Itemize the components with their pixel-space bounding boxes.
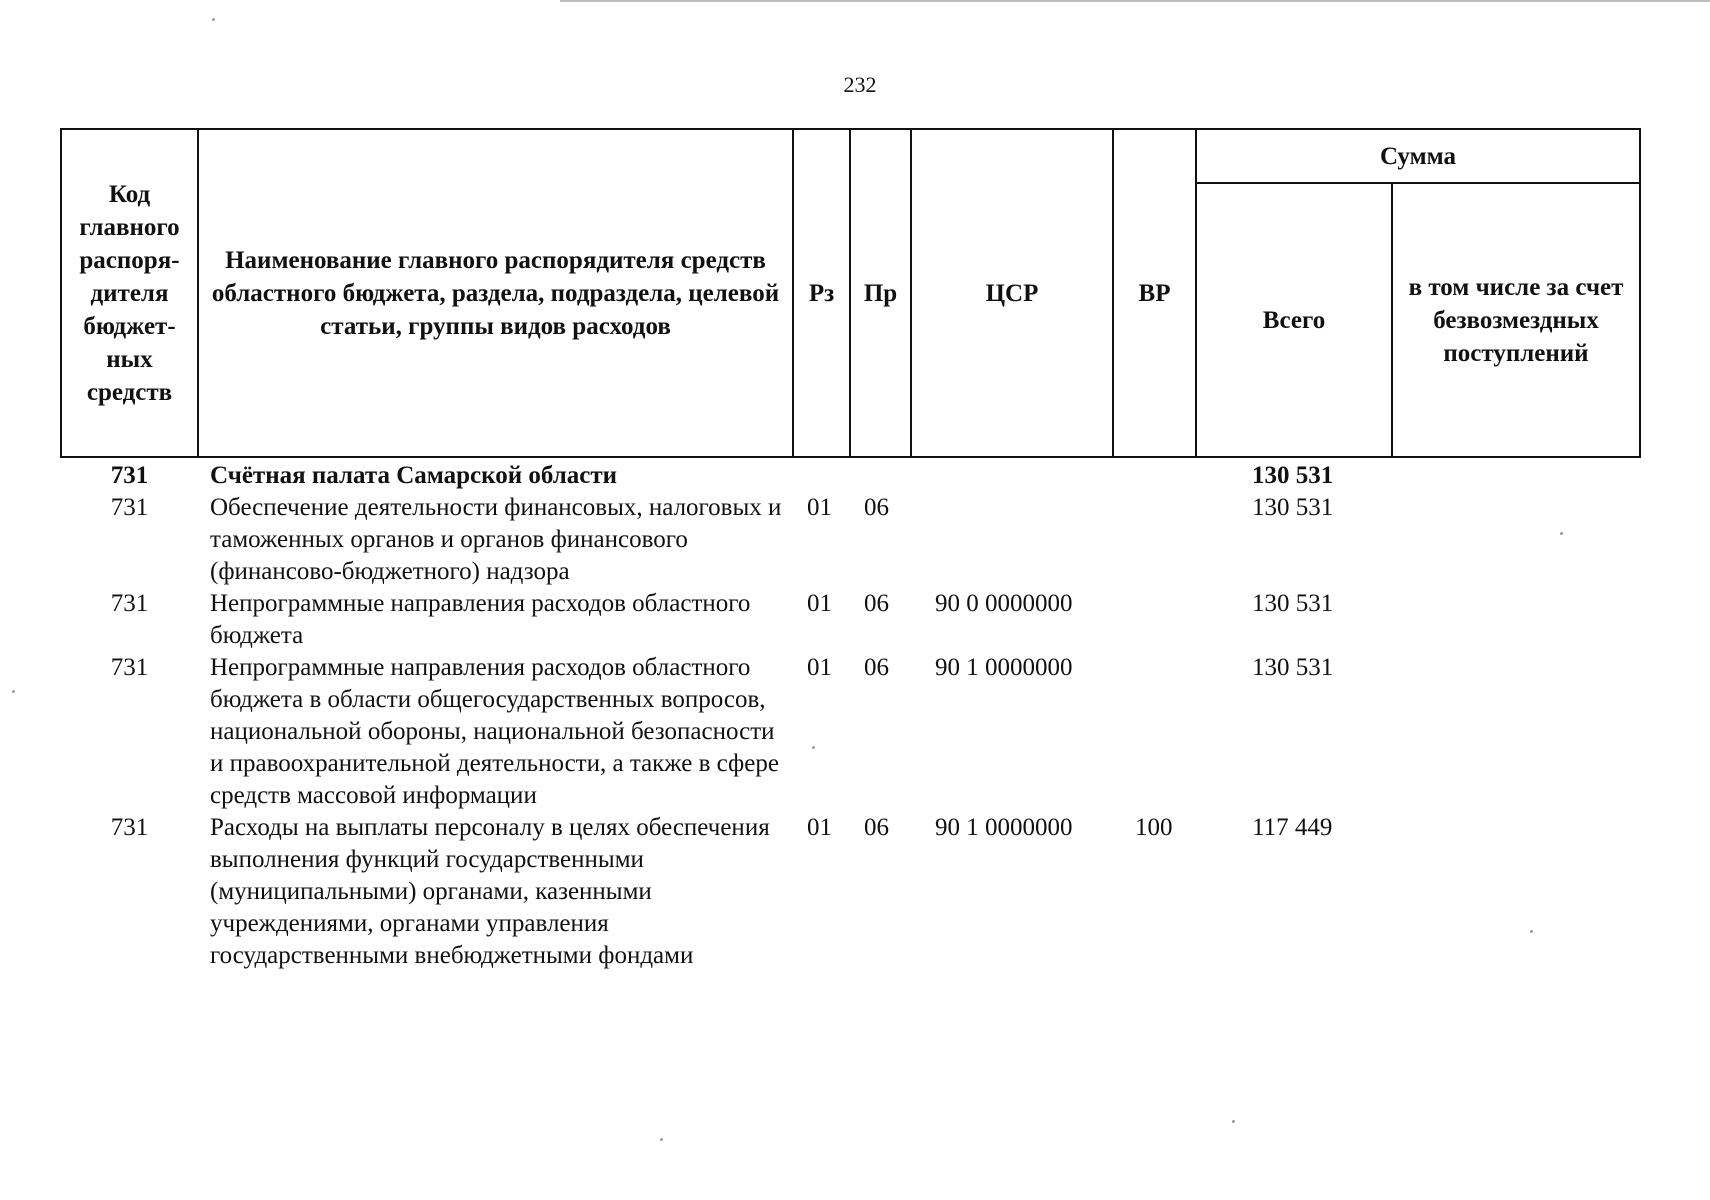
cell-total: 130 531 bbox=[1252, 462, 1334, 489]
cell-name: Расходы на выплаты персоналу в целях обеспечения выполнения функций государственными (муниципальными) органами, казенными учреждениями, органами управления государственными внебюджетными фондами bbox=[210, 814, 770, 969]
scan-speck bbox=[1560, 532, 1563, 535]
cell-total: 130 531 bbox=[1252, 494, 1334, 521]
scan-speck bbox=[1530, 930, 1533, 933]
header-free: в том числе за счет безвозмездных поступлений bbox=[1392, 183, 1640, 457]
header-pr: Пр bbox=[850, 129, 911, 457]
cell-name: Непрограммные направления расходов областного бюджета bbox=[210, 590, 751, 649]
header-vr: ВР bbox=[1113, 129, 1196, 457]
cell-pr: 06 bbox=[864, 494, 889, 521]
cell-csr: 90 1 0000000 bbox=[935, 814, 1073, 841]
cell-rz bbox=[793, 457, 850, 492]
cell-vr bbox=[1113, 652, 1196, 812]
cell-free bbox=[1392, 492, 1640, 588]
cell-total: 130 531 bbox=[1252, 654, 1334, 681]
cell-pr: 06 bbox=[864, 814, 889, 841]
cell-csr bbox=[911, 492, 1113, 588]
cell-name: Обеспечение деятельности финансовых, налоговых и таможенных органов и органов финансового (финансово-бюджетного) надзора bbox=[210, 494, 782, 585]
cell-csr bbox=[911, 457, 1113, 492]
table-row bbox=[61, 652, 1640, 812]
cell-rz: 01 bbox=[807, 494, 832, 521]
scan-speck bbox=[12, 690, 15, 693]
cell-free bbox=[1392, 652, 1640, 812]
cell-total: 117 449 bbox=[1252, 814, 1333, 841]
header-sum: Сумма bbox=[1196, 129, 1640, 183]
cell-rz: 01 bbox=[807, 814, 832, 841]
scan-speck bbox=[212, 18, 215, 21]
header-code: Код главного распоря-дителя бюджет-ных средств bbox=[61, 129, 198, 457]
header-csr: ЦСР bbox=[911, 129, 1113, 457]
page-number: 232 bbox=[843, 72, 877, 97]
cell-vr: 100 bbox=[1135, 814, 1173, 841]
table-row bbox=[61, 457, 1640, 492]
scan-speck bbox=[1232, 1120, 1235, 1123]
cell-free bbox=[1392, 588, 1640, 652]
cell-code: 731 bbox=[110, 590, 149, 617]
table-row bbox=[61, 492, 1640, 588]
cell-vr bbox=[1113, 492, 1196, 588]
cell-name: Счётная палата Самарской области bbox=[210, 462, 618, 489]
cell-pr: 06 bbox=[864, 654, 889, 681]
header-total: Всего bbox=[1196, 183, 1392, 457]
table-header bbox=[61, 129, 1640, 457]
cell-vr bbox=[1113, 588, 1196, 652]
cell-csr: 90 0 0000000 bbox=[935, 590, 1073, 617]
cell-code: 731 bbox=[110, 494, 149, 521]
cell-rz: 01 bbox=[807, 654, 832, 681]
scan-speck bbox=[812, 746, 815, 749]
table-body bbox=[61, 457, 1640, 972]
cell-pr bbox=[850, 457, 911, 492]
cell-code: 731 bbox=[110, 654, 149, 681]
cell-code: 731 bbox=[110, 462, 149, 489]
cell-free bbox=[1392, 812, 1640, 972]
cell-name: Непрограммные направления расходов областного бюджета в области общегосударственных вопросов, национальной обороны, национальной безопасности и правоохранительной деятельности, а также в сфере средств массовой информации bbox=[210, 654, 779, 809]
cell-free bbox=[1392, 457, 1640, 492]
budget-table bbox=[60, 128, 1641, 972]
cell-rz: 01 bbox=[807, 590, 832, 617]
top-scan-rule bbox=[560, 0, 1710, 2]
cell-total: 130 531 bbox=[1252, 590, 1334, 617]
table-row bbox=[61, 588, 1640, 652]
cell-code: 731 bbox=[110, 814, 149, 841]
header-rz: Рз bbox=[793, 129, 850, 457]
table-row bbox=[61, 812, 1640, 972]
header-name: Наименование главного распорядителя средств областного бюджета, раздела, подраздела, целевой статьи, группы видов расходов bbox=[198, 129, 793, 457]
cell-vr bbox=[1113, 457, 1196, 492]
cell-csr: 90 1 0000000 bbox=[935, 654, 1073, 681]
cell-pr: 06 bbox=[864, 590, 889, 617]
scan-speck bbox=[660, 1138, 663, 1141]
